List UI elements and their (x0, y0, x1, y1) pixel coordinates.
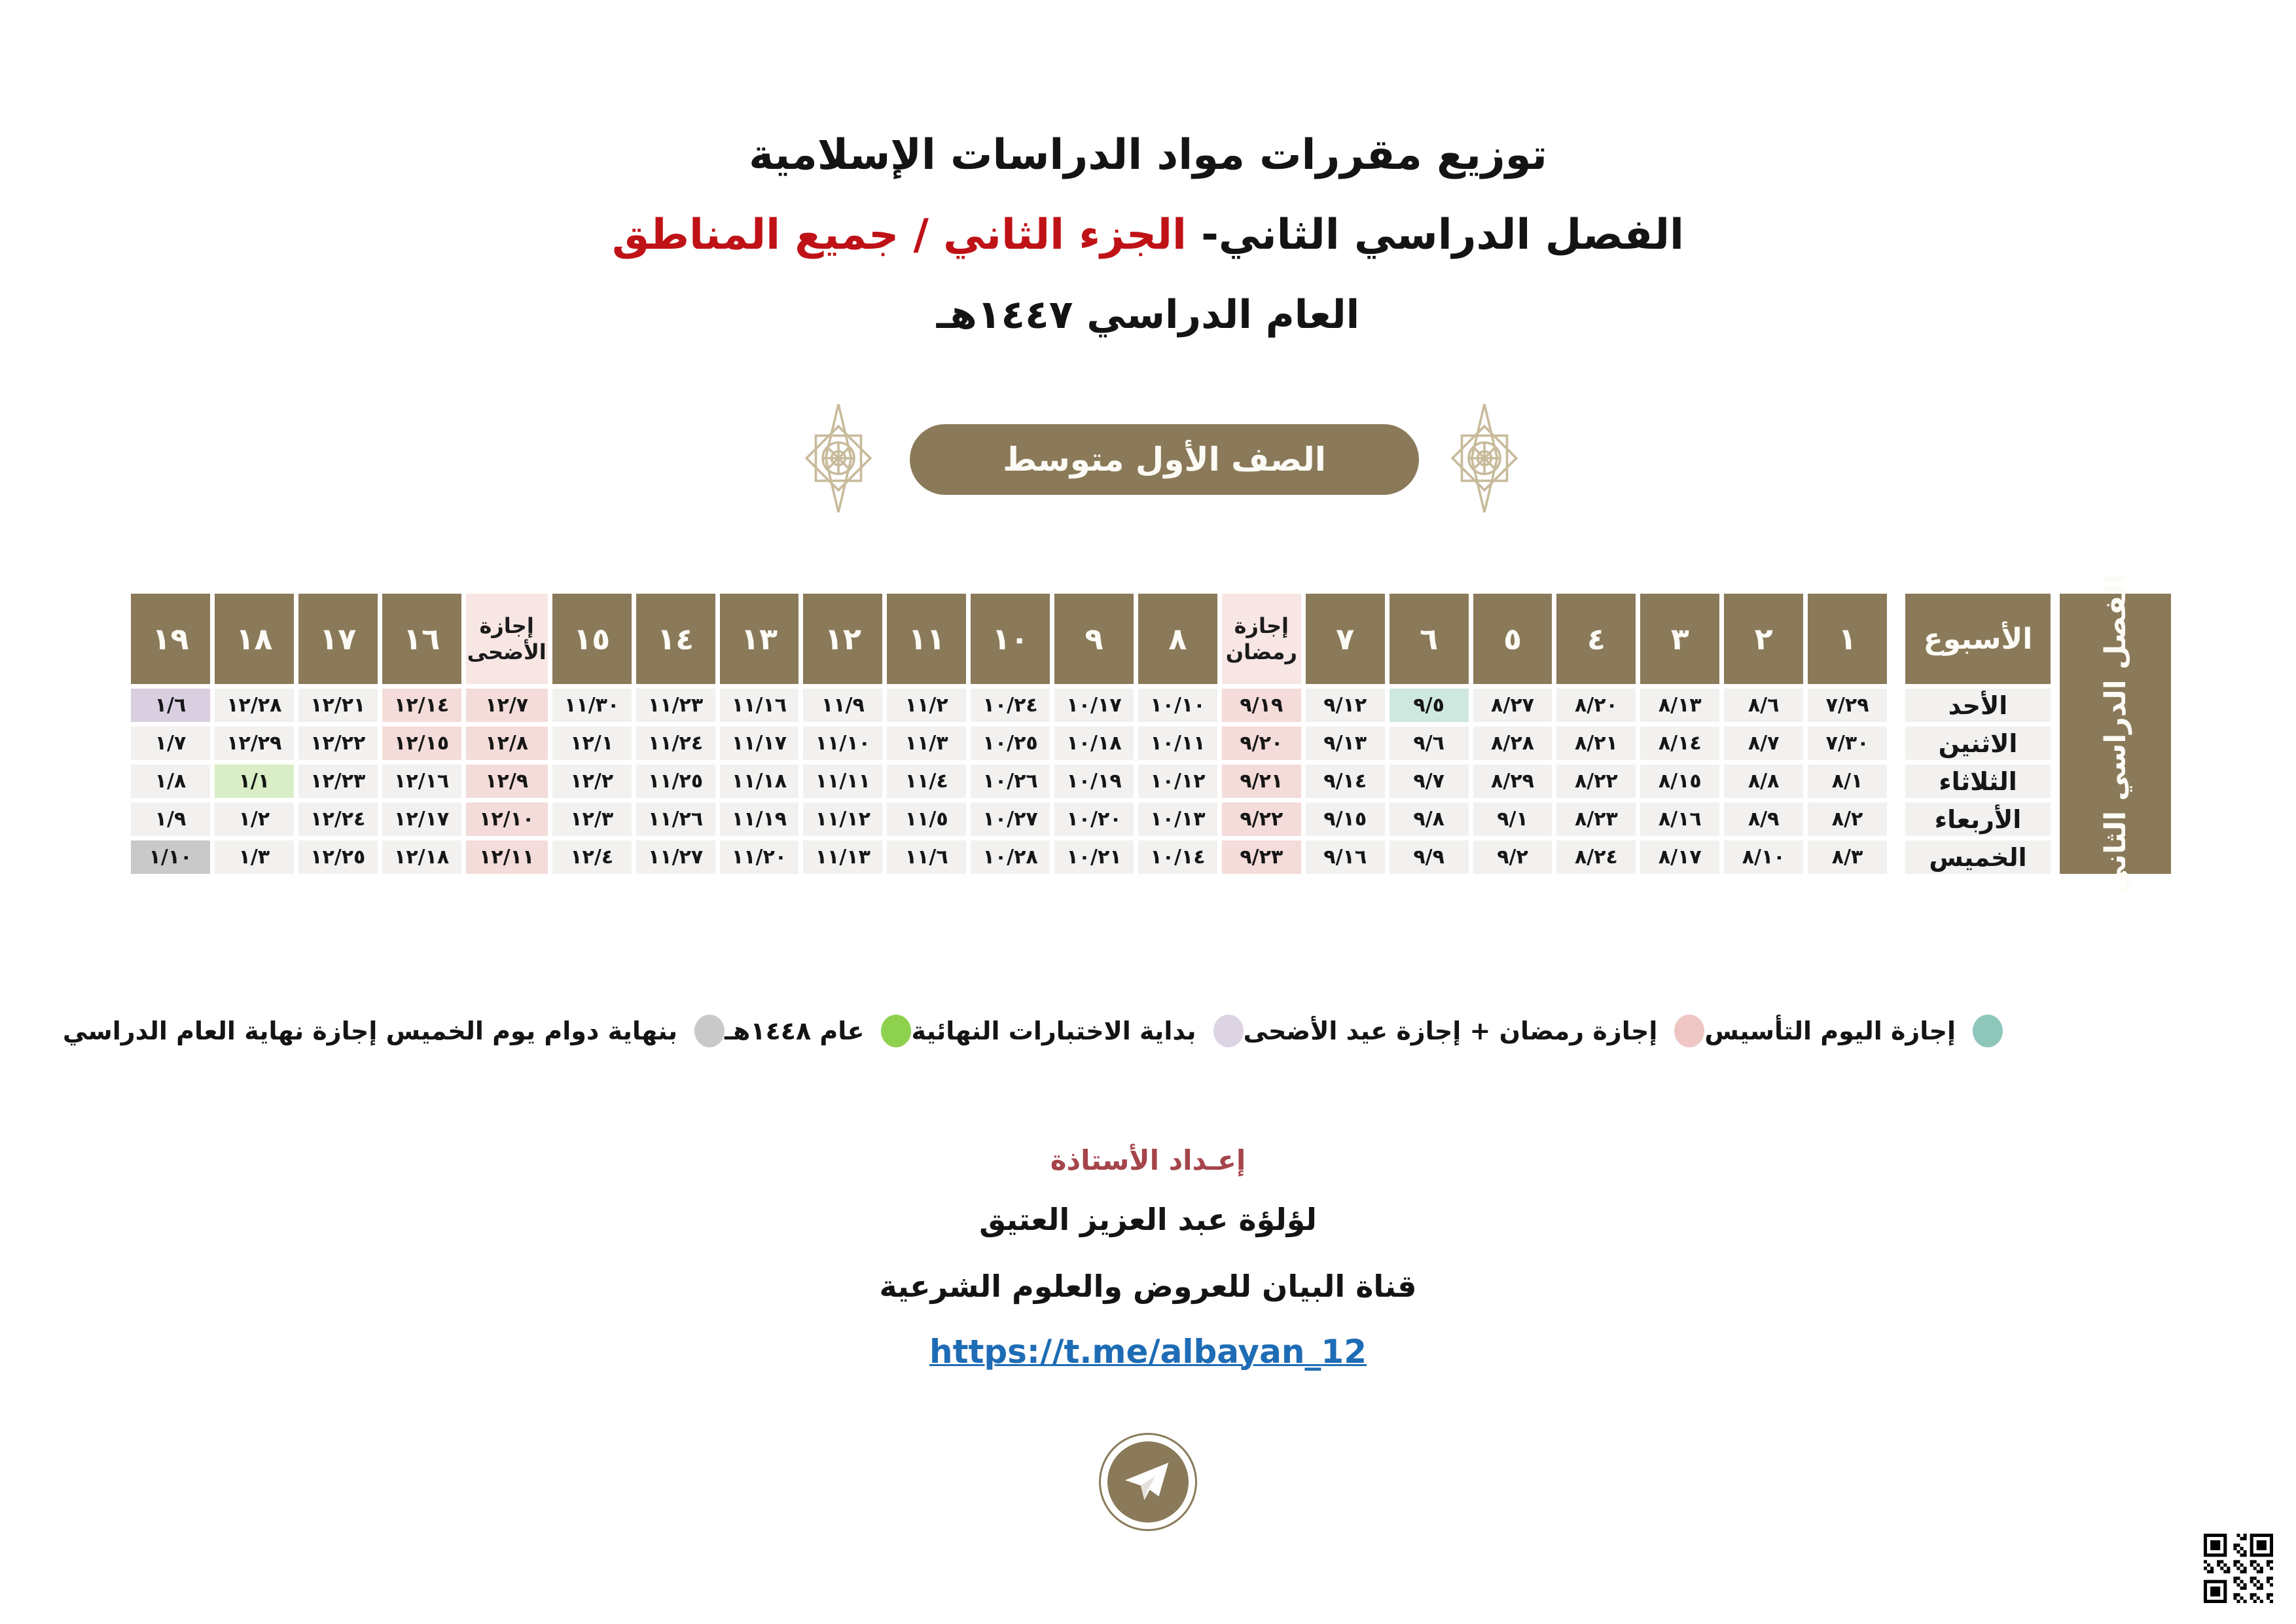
date-cell: ١٢/١٤ (382, 689, 461, 722)
date-cell: ٨/٢٣ (1556, 803, 1636, 836)
date-cell: ٨/٦ (1724, 689, 1803, 722)
week-number-header: ١٥ (552, 594, 632, 684)
year-end-dot (694, 1015, 725, 1047)
new-year-dot (881, 1015, 911, 1047)
date-cell: ١/١٠ (131, 840, 210, 874)
date-cell: ٨/١٠ (1724, 840, 1803, 874)
date-cell: ١٠/٢٦ (971, 765, 1050, 798)
date-cell: ١٢/٢٥ (298, 840, 378, 874)
date-cell: ٩/٩ (1390, 840, 1469, 874)
teacher-name: لؤلؤة عبد العزيز العتيق (979, 1202, 1317, 1237)
date-cell: ١٢/١ (552, 727, 632, 760)
legend-item (725, 1015, 911, 1047)
date-cell: ٨/٨ (1724, 765, 1803, 798)
date-cell: ١٢/١٧ (382, 803, 461, 836)
date-cell: ٨/٢١ (1556, 727, 1636, 760)
telegram-medallion (1099, 1433, 1197, 1531)
week-number-header: ١٦ (382, 594, 461, 684)
semester-vertical-bar (2060, 573, 2171, 894)
date-cell: ١١/٦ (887, 840, 966, 874)
ornament-star-icon (1435, 403, 1534, 513)
date-cell: ١١/٣٠ (552, 689, 632, 722)
date-cell: ١٢/١٥ (382, 727, 461, 760)
week-number-header: ٨ (1138, 594, 1217, 684)
date-cell: ١١/١٩ (720, 803, 799, 836)
legend (62, 1011, 2003, 1051)
day-label: الخميس (1905, 840, 2051, 874)
date-cell: ٧/٣٠ (1808, 727, 1887, 760)
date-cell: ١/٣ (215, 840, 294, 874)
date-cell: ١٠/١٨ (1054, 727, 1134, 760)
date-cell: ١٠/٢٨ (971, 840, 1050, 874)
telegram-link[interactable]: https://t.me/albayan_12 (929, 1333, 1367, 1371)
date-cell: ١٠/٢٥ (971, 727, 1050, 760)
week-number-header: ١١ (887, 594, 966, 684)
date-cell: ١٠/٢٧ (971, 803, 1050, 836)
date-cell: ١١/٥ (887, 803, 966, 836)
date-cell: ٨/٧ (1724, 727, 1803, 760)
channel-name: قناة البيان للعروض والعلوم الشرعية (879, 1269, 1417, 1304)
date-cell: ٩/١٥ (1306, 803, 1385, 836)
ornament-star-icon (789, 403, 888, 513)
date-cell: ١٢/١١ (466, 840, 548, 874)
date-cell: ٩/١٢ (1306, 689, 1385, 722)
telegram-paper-plane-icon (1107, 1441, 1189, 1523)
date-cell: ١١/٢٤ (636, 727, 715, 760)
week-days-column (1905, 594, 2051, 874)
date-cell: ١٠/١٤ (1138, 840, 1217, 874)
date-cell: ٨/٣ (1808, 840, 1887, 874)
date-cell: ٨/١٦ (1640, 803, 1719, 836)
date-cell: ٨/٢ (1808, 803, 1887, 836)
holiday-column-header: إجازة الأضحى (466, 594, 548, 684)
week-number-header: ٣ (1640, 594, 1719, 684)
date-cell: ٨/٢٤ (1556, 840, 1636, 874)
date-cell: ١١/٢ (887, 689, 966, 722)
grade-badge: الصف الأول متوسط (910, 424, 1419, 495)
date-cell: ١/٩ (131, 803, 210, 836)
date-cell: ١٢/٣ (552, 803, 632, 836)
date-cell: ١٠/٢٠ (1054, 803, 1134, 836)
day-label: الاثنين (1905, 727, 2051, 760)
telegram-link-line (0, 1333, 2296, 1371)
week-number-header: ١٠ (971, 594, 1050, 684)
date-cell: ٨/١ (1808, 765, 1887, 798)
week-number-header: ١٧ (298, 594, 378, 684)
date-cell: ١/٢ (215, 803, 294, 836)
subtitle-semester: الفصل الدراسي الثاني- (1201, 211, 1684, 259)
date-cell: ١٢/٤ (552, 840, 632, 874)
date-cell: ٨/٩ (1724, 803, 1803, 836)
week-number-header: ١٣ (720, 594, 799, 684)
date-cell: ٩/٧ (1390, 765, 1469, 798)
date-cell: ٨/٢٩ (1473, 765, 1552, 798)
date-cell: ١١/٣ (887, 727, 966, 760)
date-cell: ١٢/٢٢ (298, 727, 378, 760)
week-number-header: ١٨ (215, 594, 294, 684)
date-cell: ٨/٢٨ (1473, 727, 1552, 760)
date-cell: ٩/١ (1473, 803, 1552, 836)
date-cell: ٩/١٦ (1306, 840, 1385, 874)
legend-label: إجازة رمضان + إجازة عيد الأضحى (1243, 1017, 1658, 1045)
date-cell: ١٢/٢٣ (298, 765, 378, 798)
date-cell: ١٢/٧ (466, 689, 548, 722)
legend-label: عام ١٤٤٨هـ (725, 1017, 865, 1045)
date-cell: ١٠/١١ (1138, 727, 1217, 760)
legend-item (1244, 1015, 1705, 1047)
legend-item (63, 1015, 725, 1047)
date-cell: ١٠/١٣ (1138, 803, 1217, 836)
ramadan-eid-dot (1674, 1015, 1704, 1047)
week-number-header: ١٤ (636, 594, 715, 684)
date-cell: ١/٦ (131, 689, 210, 722)
date-cell: ١٢/٢١ (298, 689, 378, 722)
date-cell: ١/٨ (131, 765, 210, 798)
date-cell: ٨/١٧ (1640, 840, 1719, 874)
date-cell: ٨/٢٢ (1556, 765, 1636, 798)
date-cell: ٩/٨ (1390, 803, 1469, 836)
date-cell: ٩/١٣ (1306, 727, 1385, 760)
date-cell: ١١/١١ (803, 765, 882, 798)
date-cell: ١١/٢٥ (636, 765, 715, 798)
date-cell: ١١/١٣ (803, 840, 882, 874)
page-subtitle (0, 211, 2296, 259)
week-number-header: ٢ (1724, 594, 1803, 684)
date-cell: ١٢/٢٨ (215, 689, 294, 722)
date-cell: ١٢/٢٩ (215, 727, 294, 760)
date-cell: ٨/١٥ (1640, 765, 1719, 798)
date-cell: ٧/٢٩ (1808, 689, 1887, 722)
date-cell: ٩/٢١ (1222, 765, 1301, 798)
date-cell: ١٠/١٩ (1054, 765, 1134, 798)
date-cell: ١٠/٢٤ (971, 689, 1050, 722)
date-cell: ٩/٢ (1473, 840, 1552, 874)
week-number-header: ١ (1808, 594, 1887, 684)
page-title: توزيع مقررات مواد الدراسات الإسلامية (749, 131, 1547, 179)
date-cell: ١١/٢٧ (636, 840, 715, 874)
day-labels (1905, 689, 2051, 874)
day-label: الأحد (1905, 689, 2051, 722)
week-number-header: ٦ (1390, 594, 1469, 684)
date-cell: ٩/٥ (1390, 689, 1469, 722)
prepared-by-heading: إعـداد الأستاذة (1050, 1144, 1246, 1176)
date-cell: ١٢/١٦ (382, 765, 461, 798)
calendar-date-grid (131, 594, 1887, 874)
date-cell: ١/١ (215, 765, 294, 798)
date-cell: ١١/١٦ (720, 689, 799, 722)
date-cell: ٩/١٩ (1222, 689, 1301, 722)
date-cell: ١٠/١٧ (1054, 689, 1134, 722)
week-number-header: ١٩ (131, 594, 210, 684)
date-cell: ١١/٢٣ (636, 689, 715, 722)
date-cell: ١١/٩ (803, 689, 882, 722)
date-cell: ١٠/١٠ (1138, 689, 1217, 722)
date-cell: ٨/١٤ (1640, 727, 1719, 760)
date-cell: ١١/١٠ (803, 727, 882, 760)
legend-label: إجازة اليوم التأسيس (1704, 1017, 1956, 1045)
date-cell: ١١/١٨ (720, 765, 799, 798)
final-exams-dot (1213, 1015, 1244, 1047)
date-cell: ١٢/١٠ (466, 803, 548, 836)
date-cell: ١٢/٩ (466, 765, 548, 798)
legend-label: بداية الاختبارات النهائية (911, 1017, 1196, 1045)
legend-label: بنهاية دوام يوم الخميس إجازة نهاية العام الدراسي (62, 1017, 678, 1045)
legend-item (1704, 1015, 2003, 1047)
date-cell: ١٢/٨ (466, 727, 548, 760)
week-number-header: ١٢ (803, 594, 882, 684)
date-cell: ٨/٢٧ (1473, 689, 1552, 722)
week-number-header: ٥ (1473, 594, 1552, 684)
date-cell: ١١/٢٠ (720, 840, 799, 874)
date-cell: ٩/١٤ (1306, 765, 1385, 798)
date-cell: ٩/٢٢ (1222, 803, 1301, 836)
date-cell: ١/٧ (131, 727, 210, 760)
date-cell: ١٢/٢ (552, 765, 632, 798)
week-column-header: الأسبوع (1905, 594, 2051, 684)
week-number-header: ٤ (1556, 594, 1636, 684)
date-cell: ٨/١٣ (1640, 689, 1719, 722)
semester-vertical-label: الفصل الدراسي الثاني (2098, 573, 2132, 894)
academic-year-title: العام الدراسي ١٤٤٧هـ (936, 292, 1360, 338)
date-cell: ١٢/٢٤ (298, 803, 378, 836)
date-cell: ١١/١٧ (720, 727, 799, 760)
legend-item (911, 1015, 1243, 1047)
date-cell: ١٠/٢١ (1054, 840, 1134, 874)
date-cell: ١١/١٢ (803, 803, 882, 836)
date-cell: ٩/٦ (1390, 727, 1469, 760)
date-cell: ٩/٢٣ (1222, 840, 1301, 874)
founding-day-dot (1973, 1015, 2003, 1047)
day-label: الأربعاء (1905, 803, 2051, 836)
date-cell: ١٠/١٢ (1138, 765, 1217, 798)
week-number-header: ٧ (1306, 594, 1385, 684)
date-cell: ١٢/١٨ (382, 840, 461, 874)
date-cell: ١١/٤ (887, 765, 966, 798)
holiday-column-header: إجازة رمضان (1222, 594, 1301, 684)
day-label: الثلاثاء (1905, 765, 2051, 798)
date-cell: ١١/٢٦ (636, 803, 715, 836)
subtitle-part-regions: الجزء الثاني / جميع المناطق (612, 211, 1187, 259)
date-cell: ٨/٢٠ (1556, 689, 1636, 722)
week-number-header: ٩ (1054, 594, 1134, 684)
date-cell: ٩/٢٠ (1222, 727, 1301, 760)
qr-code (2204, 1534, 2273, 1603)
